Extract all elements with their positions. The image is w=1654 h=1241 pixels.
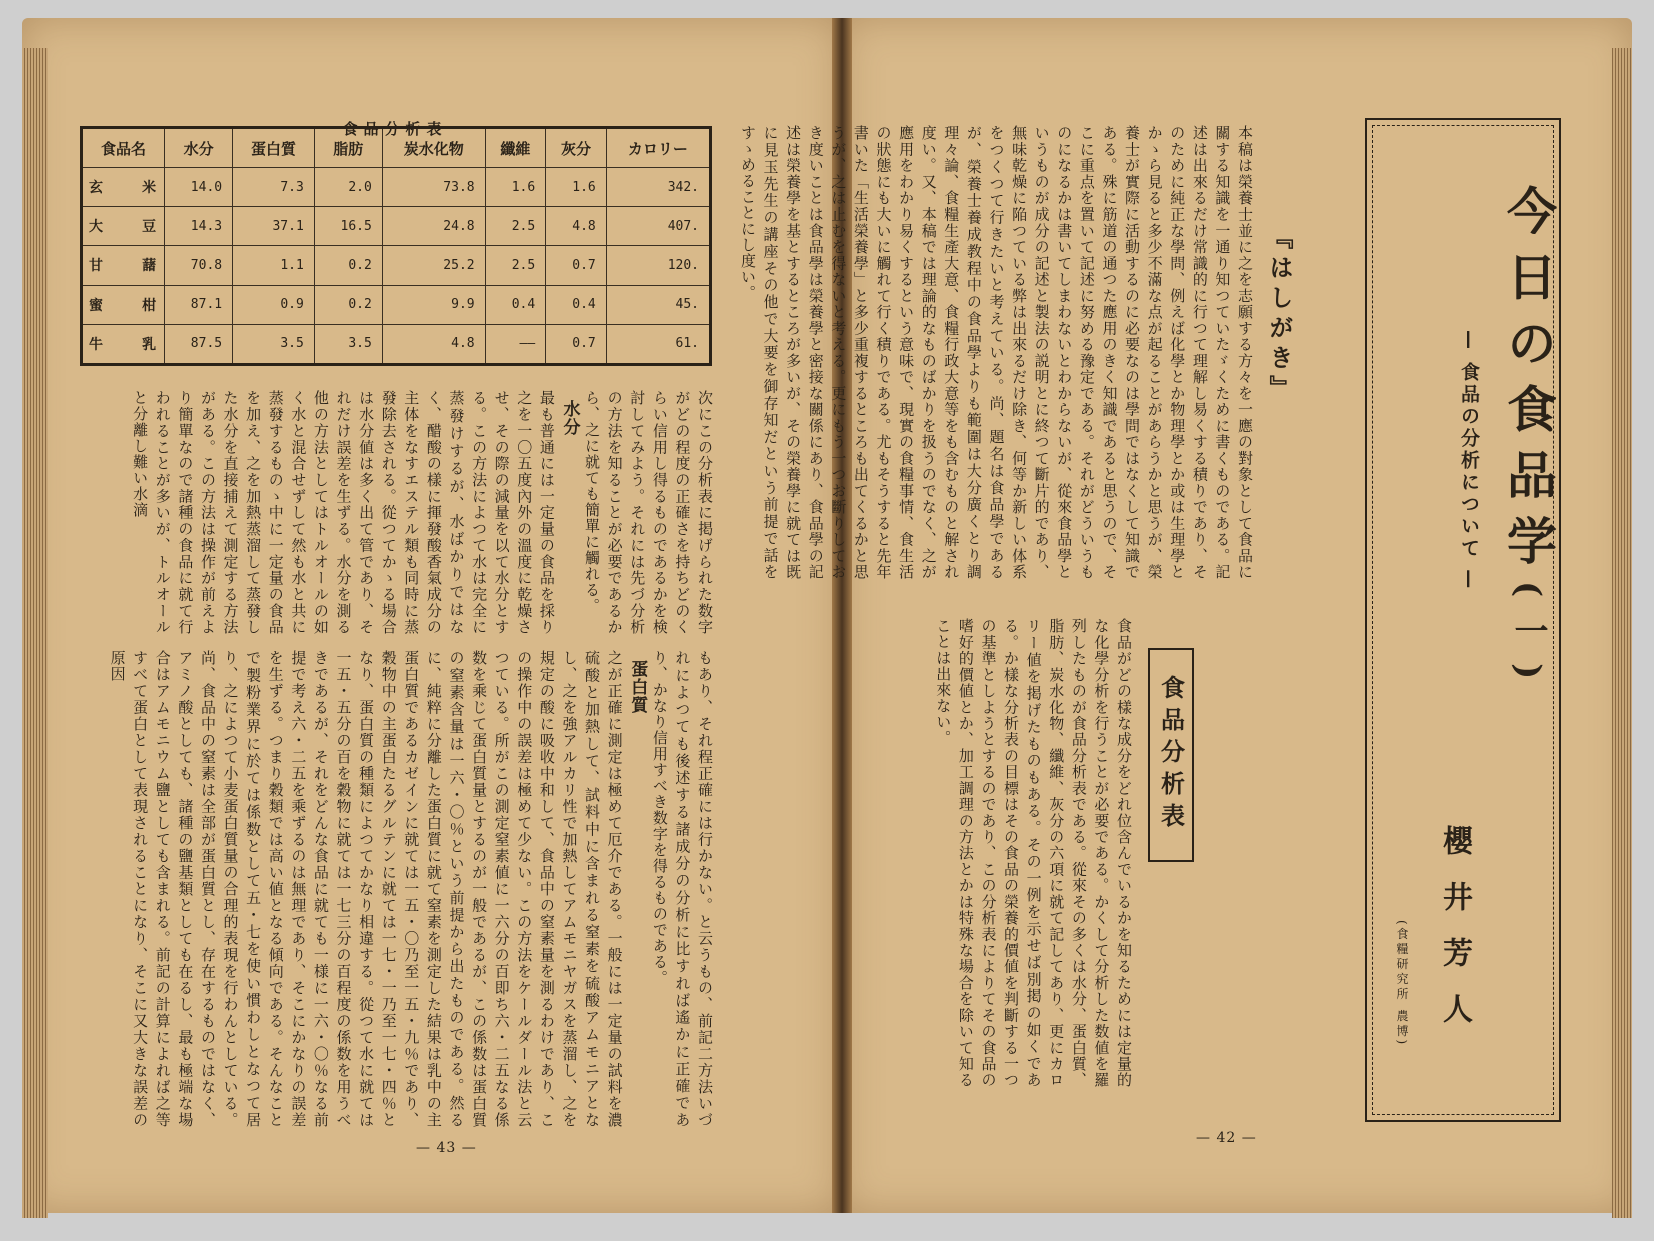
value-cell: 1.6 [546, 168, 607, 207]
preface-text-upper [738, 125, 1256, 580]
table-row [82, 285, 711, 324]
section-heading-box: 食品分析表 [1148, 648, 1194, 862]
table-row [82, 246, 711, 285]
table-row [82, 207, 711, 246]
value-cell: 9.9 [382, 285, 485, 324]
value-cell: 14.3 [165, 207, 233, 246]
author-name: 櫻井芳人 [1437, 825, 1472, 1049]
page-edge-right [1612, 48, 1632, 1218]
table-title: 食品分析表 [342, 120, 448, 138]
value-cell: 3.5 [314, 324, 382, 364]
header-food-name: 食品名 [82, 128, 165, 168]
food-name-cell: 大 豆 [82, 207, 165, 246]
section-heading-protein: 蛋白質 [627, 660, 648, 714]
value-cell: 0.7 [546, 246, 607, 285]
value-cell: 407. [606, 207, 710, 246]
preface-heading: 『はしがき』 [1265, 225, 1294, 405]
value-cell: 16.5 [314, 207, 382, 246]
value-cell: 3.5 [233, 324, 315, 364]
title-text: 今日の食品学 [1499, 185, 1558, 581]
paragraph: もあり、それ程正確には行かない。と云うもの、前記二方法いづれによつても後述する諸成分の分析に比すれば遙かに正確であり、かなり信用すべき数字を得るものである。 [650, 650, 714, 1128]
header-protein: 蛋白質 [233, 128, 315, 168]
value-cell: 1.1 [233, 246, 315, 285]
value-cell: 0.7 [546, 324, 607, 364]
food-analysis-table [80, 126, 712, 366]
food-name-cell: 甘 藷 [82, 246, 165, 285]
value-cell: 120. [606, 246, 710, 285]
article-subtitle: — 食品の分析について — [1458, 330, 1480, 592]
value-cell: 37.1 [233, 207, 315, 246]
value-cell: 4.8 [546, 207, 607, 246]
value-cell: 0.4 [485, 285, 546, 324]
paragraph: 本稿は榮養士並に之を志願する方々を一應の對象として食品に關する知識を一通り知つていたゞくために書くものである。記述は出來るだけ常識的に行つて理解し易くする積りであり、そのために純正な學問、例えば化學とか物理學とか或は生理學とかゝら見ると多少不滿な点が起ることがあらうかと思うが、榮養士が實際に活動するのに必要なのは學問ではなくして知識である。殊に筋道の通つた應用のきく知識であると思うので、そこに重点を置いて記述に努める豫定である。それがどういうものになるかは書いてしまわないとわからないが、從來食品學というものが成分の記述と製法の説明とに終つて斷片的であり、無味乾燥に陥つている弊は出來るだけ除き、何等か新しい体系をつくつて行きたいと考えている。尚、題名は食品學であるが、榮養士養成教程中の食品學よりも範圍は大分廣くとり調理々論、食糧生產大意、食糧行政大意等をも含むものと解され度い。又、本稿では理論的なものばかりを扱うのでなく、之が應用をわかり易くするという意味で、現實の食糧事情、食生活の狀態にも大いに觸れて行く積りである。尤もそうすると先年書いた「生活榮養學」と多少重複するところも出てくるかと思うが、之は止むを得ないと考える。更にもう一つお斷りしておき度いことは食品學は榮養學と密接な關係にあり、食品學の記述は榮養學を基とするところが多いが、その榮養學に就ては既に見玉先生の講座その他で大要を御存知だという前提で話をすゝめることにし度い。 [738, 125, 1254, 580]
food-name-cell: 玄 米 [82, 168, 165, 207]
table-row [82, 324, 711, 364]
value-cell: 1.6 [485, 168, 546, 207]
paragraph: 之が正確に測定は極めて厄介である。一般には一定量の試料を濃硫酸と加熱して、試料中に含まれる窒素を硫酸アムモニアとなし、之を強アルカリ性で加熱してアムモニヤガスを蒸溜し、之を規定の酸に吸收中和して、食品中の窒素量を測るわけであり、この操作中の誤差は極めて少ない。この方法をケールダール法と云つている。所がこの測定窒素値に一六分の百即ち六・二五なる係数を乘じて蛋白質量とするのが一般であるが、この係数は蛋白質の窒素含量は一六・〇％という前提から出たものである。然るに、純粹に分離した蛋白質に就て窒素を測定した結果は乳中の主蛋白質であるカゼインに就ては一五・〇乃至一五・九％であり、穀物中の主蛋白たるグルテンに就ては一七・一乃至一七・四％となり、蛋白質の種類によつてかなり相違する。從つて水に就ては一五・五分の百を穀物に就ては一七三分の百程度の係数を用うべきであるが、それをどんな食品に就ても一様に一六・〇％なる前提で考え六・二五を乘ずるのは無理であり、そこにかなりの誤差を生ずる。つまり穀類では高い値となる傾向である。そんなことで製粉業界に於ては係数として五・七を使い慣わしとなつて居り、之によつて小麦蛋白質量の合理的表現を行わんとしている。尚、食品中の窒素は全部が蛋白質とし、存在するものではなく、アミノ酸としても、諸種の鹽基類としても在るし、最も極端な場合はアムモニウム鹽としても含まれる。前記の計算によれば之等すべて蛋白として表現されることになり、そこに又大きな誤差の原因 [108, 650, 624, 1129]
preface-text-lower [1208, 640, 1353, 1020]
paragraph: 最も普通には一定量の食品を採り之を一〇五度內外の溫度に乾燥させ、その際の減量を以て水分とする。この方法によつて水は完全に蒸發けするが、水ばかりではなく、醋酸の樣に揮發酸香氣成分の主体をなすエステル類も同時に蒸發除去される。從つてかゝる場合は水分値は多く出て管であり、それだけ誤差を生ずる。水分を測る他の方法としてはトルオールの如く水と混合せずして然も水と共に蒸發するものゝ中に一定量の食品を加え、之を加熱蒸溜して蒸發した水分を直接捕えて測定する方法がある。この方法は操作が前えより簡單なので諸種の食品に就て行われることが多いが、トルオールと分離し難い水滴 [131, 390, 556, 635]
page-edge-left [22, 48, 48, 1218]
value-cell: 61. [606, 324, 710, 364]
food-name-cell: 牛 乳 [82, 324, 165, 364]
table-header-row [82, 128, 711, 168]
paragraph: 食品がどの樣な成分をどれ位含んでいるかを知るためには定量的な化學分析を行うことが必要である。かくして分析した数値を羅列したものが食品分析表である。從來その多くは水分、蛋白質、脂肪、炭水化物、纖維、灰分の六項に就て記してあり、更にカロリー値を掲げたものもある。その一例を示せば別掲の如くである。か樣な分析表の目標はその食品の榮養的價値を判斷する一つの基準としようとするのであり、この分析表によりてその食品の嗜好的價値とか、加工調理の方法とかは特殊な場合を除いて知ることは出來ない。 [934, 618, 1133, 1089]
page-number-left: — 43 — [416, 1140, 477, 1156]
series-number: (一) [1508, 581, 1548, 696]
food-name-cell: 蜜 柑 [82, 285, 165, 324]
value-cell: 87.5 [165, 324, 233, 364]
header-fat: 脂肪 [314, 128, 382, 168]
article-title [1500, 185, 1556, 695]
value-cell: —— [485, 324, 546, 364]
header-carbohydrate: 炭水化物 [382, 128, 485, 168]
value-cell: 45. [606, 285, 710, 324]
value-cell: 2.5 [485, 207, 546, 246]
header-ash: 灰分 [546, 128, 607, 168]
value-cell: 70.8 [165, 246, 233, 285]
left-lower-text [108, 650, 716, 1128]
value-cell: 2.5 [485, 246, 546, 285]
value-cell: 0.9 [233, 285, 315, 324]
header-calorie: カロリー [606, 128, 710, 168]
section-text [935, 618, 1135, 1088]
value-cell: 73.8 [382, 168, 485, 207]
value-cell: 87.1 [165, 285, 233, 324]
paragraph: 次にこの分析表に掲げられた数字がどの程度の正確さを持ちどのくらい信用し得るものであるかを検討してみよう。それには先づ分析の方法を知ることが必要であるから、之に就ても簡單に觸れる。 [583, 390, 714, 635]
value-cell: 4.8 [382, 324, 485, 364]
value-cell: 7.3 [233, 168, 315, 207]
header-fiber: 纖維 [485, 128, 546, 168]
table-row [82, 168, 711, 207]
author-affiliation: (食糧研究所 農博) [1395, 920, 1409, 1048]
page-number-right: — 42 — [1196, 1130, 1257, 1146]
value-cell: 14.0 [165, 168, 233, 207]
value-cell: 342. [606, 168, 710, 207]
left-upper-text [108, 390, 716, 635]
value-cell: 0.2 [314, 246, 382, 285]
value-cell: 0.2 [314, 285, 382, 324]
value-cell: 25.2 [382, 246, 485, 285]
section-heading-water: 水分 [559, 400, 580, 436]
value-cell: 24.8 [382, 207, 485, 246]
header-water: 水分 [165, 128, 233, 168]
value-cell: 2.0 [314, 168, 382, 207]
value-cell: 0.4 [546, 285, 607, 324]
